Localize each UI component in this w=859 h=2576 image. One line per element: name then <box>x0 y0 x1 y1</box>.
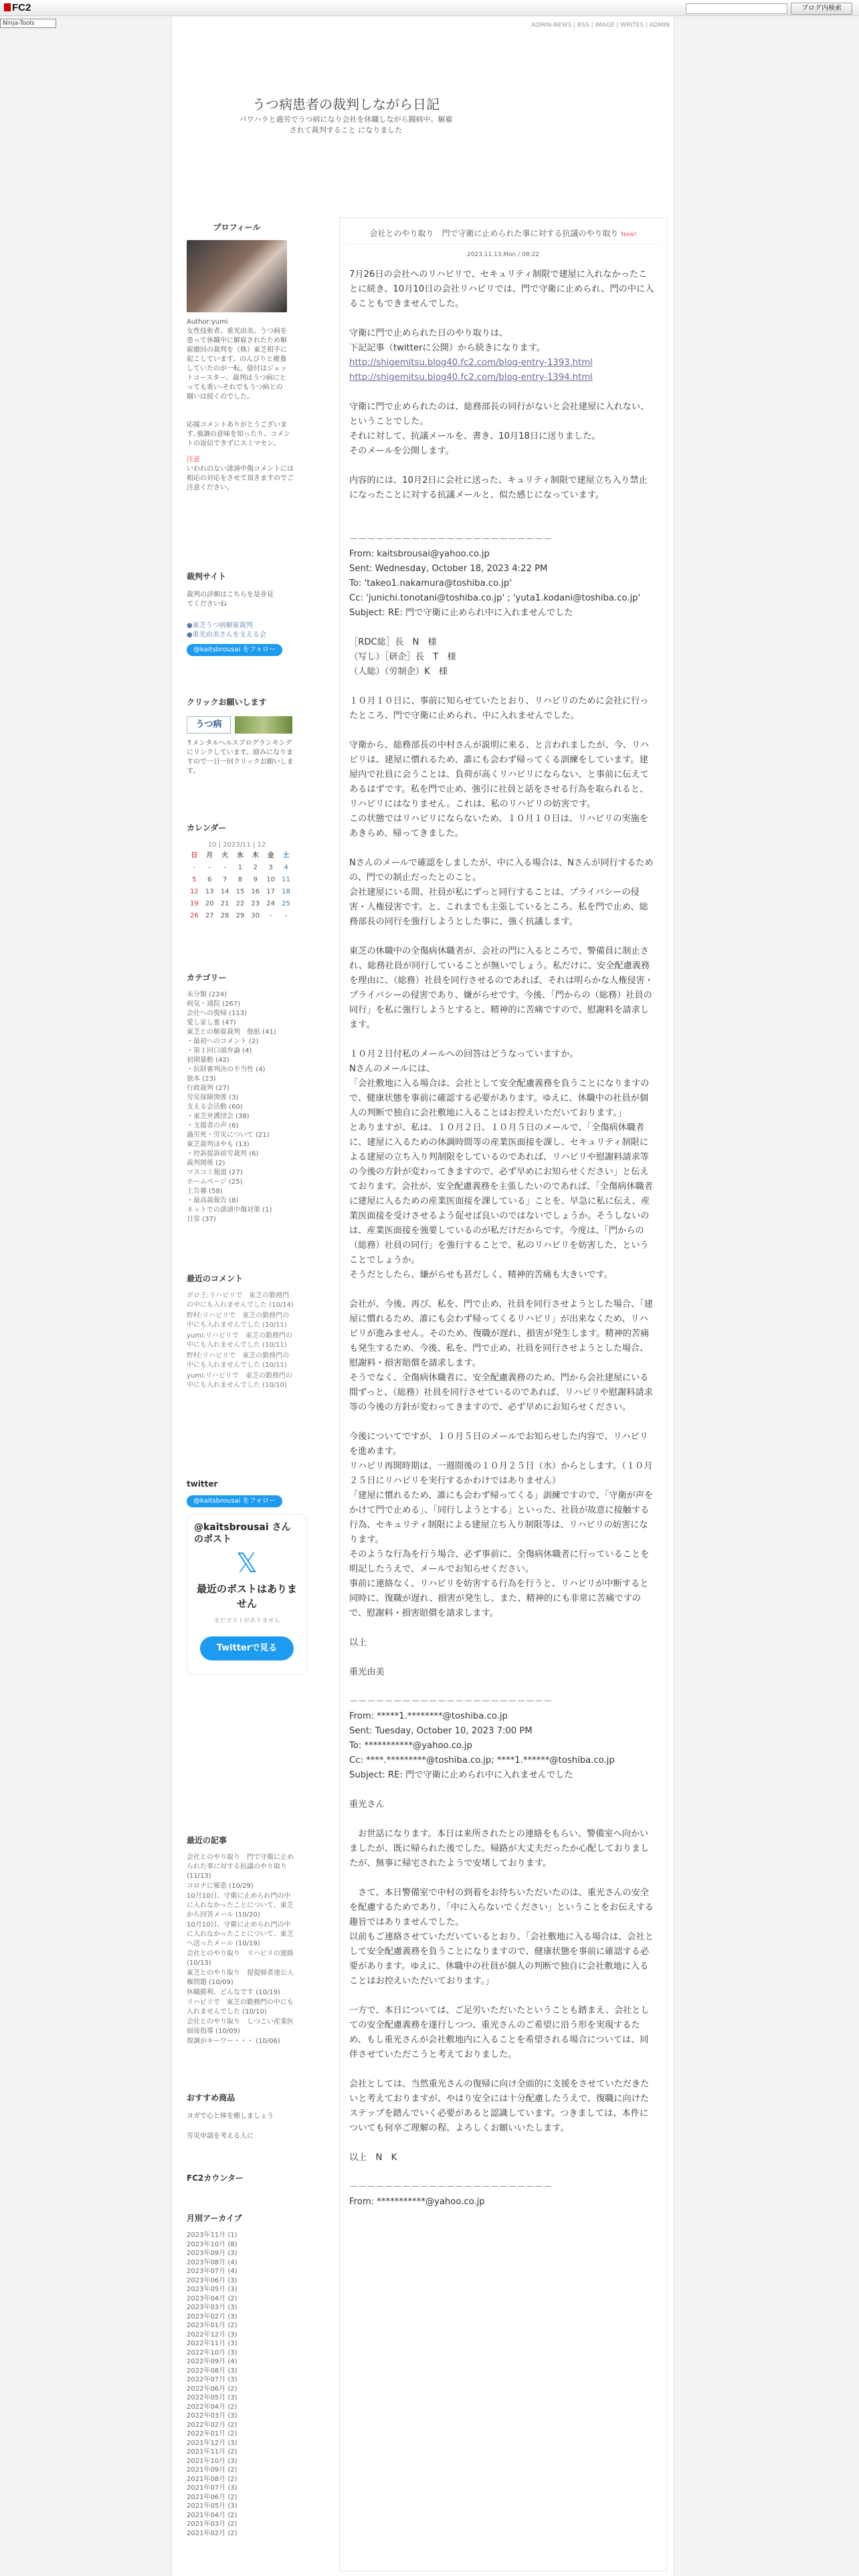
comment-item[interactable]: yumi:リハビリで 東芝の勤務門の中にも入れませんでした (10/11) <box>187 1332 292 1349</box>
archive-item[interactable]: 2022年03月 (3) <box>187 2412 237 2420</box>
calendar-date[interactable]: 5 <box>192 876 197 883</box>
category-item[interactable]: 過労死・労災について (21) <box>187 1132 270 1139</box>
email-header: From: ***********@yahoo.co.jp <box>349 2197 485 2207</box>
archive-item[interactable]: 2023年05月 (3) <box>187 2286 237 2293</box>
recent-post-item[interactable]: 10月10日、守衛に止められ門の中に入れなかったことについて、東芝へ送ったメール (10/19) <box>187 1921 294 1947</box>
paragraph: 守衛に門で止められた日のやり取りは、 下記記事（twitterに公開）から続きになります。 <box>349 328 546 353</box>
calendar-day-header: 日 <box>191 852 198 859</box>
calendar-date[interactable]: 24 <box>266 900 275 907</box>
calendar-date[interactable]: 7 <box>222 876 227 883</box>
category-item[interactable]: 未分類 (224) <box>187 991 227 998</box>
recent-post-item[interactable]: 復調がキーワー・・・ (10/06) <box>187 2038 280 2045</box>
calendar-date[interactable]: - <box>208 864 211 871</box>
category-item[interactable]: 日常 (37) <box>187 1216 216 1223</box>
paragraph: Nさんのメールで確認をしましたが、中に入る場合は、Nさんが同行するための、門での制止だったとのこと。 会社建屋にいる間、社員が私にずっと同行することは、プライバシーの侵害・人権侵害です。と、これまでも主張しているところ。私を門で止め、総務部長の同行を強行しようとした事に、強く抗議します。 <box>349 858 654 927</box>
archive-item[interactable]: 2021年12月 (3) <box>187 2439 237 2447</box>
calendar-date[interactable]: - <box>269 912 272 920</box>
paragraph: １０月２日付私のメールへの回答はどうなっていますか。 Nさんのメールには、 「会社敷地に入る場合は、会社として安全配慮義務を負うことになりますので、健康状態を事前に確認する必要があります。ゆえに、休職中の社員が個人の判断で独自に会社敷地に入ることはお控えいただいております。」 とありますが、私は、１０月２日、１０月５日のメールで、「全傷病休職者に、建屋に入るための休調時間等の産業医面接を課し、セキュリティ制限による建屋の立ち入り判制限をしているのであれば、リハビリや慰謝料請求等の今後の方針が変わってきますので、必ず早めにお知らせください」と伝えております。会社が、安全配慮義務を主張したいのであれば、「全傷病休職者に建屋に入るための産業医面接を課している」ことを、早急に私に伝え、産業医面接を受けさせるよう促せば良いのではないでしょうか。そうしないのは、産業医面接を強要しているのが私だけだからです。今度は、「門からの（総務）社員の同行」を強行することで、私のリハビリを妨害した、ということでしょうか。 そうだとしたら、嫌がらせも甚だしく、精神的苦痛も大きいです。 <box>349 1049 653 1280</box>
calendar-date[interactable]: 21 <box>220 900 229 907</box>
ninja-tools-badge[interactable]: Ninja-Tools <box>0 19 56 28</box>
archive-heading: 月別アーカイブ <box>187 2214 242 2223</box>
category-item[interactable]: 初期暴動 (42) <box>187 1057 229 1064</box>
calendar-day-header: 月 <box>206 852 213 859</box>
archive-item[interactable]: 2023年10月 (8) <box>187 2240 237 2248</box>
recent-post-item[interactable]: 東芝とのやり取り 提提締者達公人権問題 (10/09) <box>187 1969 294 1986</box>
archive-item[interactable]: 2022年06月 (2) <box>187 2385 237 2393</box>
blog-search-input[interactable] <box>686 3 787 14</box>
category-item[interactable]: ホームページ (25) <box>187 1178 243 1186</box>
calendar-date[interactable]: 18 <box>282 888 290 895</box>
recommend-item-2[interactable]: 労災申請を考える人に <box>187 2133 254 2140</box>
archive-item[interactable]: 2023年06月 (3) <box>187 2276 237 2284</box>
fc2-header-bar <box>0 0 859 16</box>
separator: －－－－－－－－－－－－－－－－－－－－－－－ <box>349 534 553 544</box>
paragraph: 以上 <box>349 1638 367 1648</box>
calendar-date[interactable]: 22 <box>235 900 245 907</box>
blog-description: パワハラと過労でうつ病になり会社を休職しながら闘病中。解雇されて裁判すること になりました <box>239 115 453 134</box>
archive-item[interactable]: 2021年07月 (3) <box>187 2484 237 2492</box>
calendar-date[interactable]: 16 <box>251 888 260 895</box>
paragraph: 東芝の休職中の全傷病休職者が、会社の門に入るところで、警備員に制止され、総務社員が同行していることが無いでしょう。私だけに、安全配慮義務を理由に、（総務）社員を同行させるのであれば、それは明らかな人権侵害・プライバシーの侵害であり、嫌がらせです。今後、「門からの（総務）社員の同行」を私に強行しようとすると、精神的に苦痛ですので、慰謝料を請求します。 <box>349 946 654 1030</box>
categories-heading: カテゴリー <box>187 973 227 982</box>
calendar-day-header: 水 <box>236 852 244 859</box>
comment-item[interactable]: 野村:リハビリで 東芝の勤務門の中にも入れませんでした (10/11) <box>187 1352 290 1369</box>
archive-item[interactable]: 2022年09月 (4) <box>187 2358 237 2365</box>
calendar-date[interactable]: 25 <box>282 900 290 907</box>
archive-item[interactable]: 2023年08月 (4) <box>187 2258 237 2266</box>
paragraph: 内容的には、10月2日に会社に送った、キュリティ制限で建屋立ち入り禁止になったことに対する抗議メールと、似た感じになっています。 <box>349 475 648 500</box>
paragraph: 以上 N K <box>349 2153 397 2163</box>
archive-item[interactable]: 2023年07月 (4) <box>187 2268 237 2275</box>
category-item[interactable]: 裁判関係 (2) <box>187 1160 225 1167</box>
calendar-date[interactable]: 4 <box>284 864 288 871</box>
twitter-card-title[interactable]: @kaitsbrousai さんのポスト <box>194 1522 291 1545</box>
twitter-card-sub: まだポストがありません <box>213 1618 280 1624</box>
warning-label: 注意 <box>187 456 200 463</box>
sidebar-profile <box>187 223 294 493</box>
saiban-text: 裁判の詳細はこちらを是非見てくださいね <box>187 591 274 608</box>
archive-item[interactable]: 2022年01月 (2) <box>187 2430 237 2438</box>
ranking-banner[interactable] <box>235 716 292 734</box>
calendar-day-header: 木 <box>252 852 259 859</box>
category-item[interactable]: ・支援者の声 (6) <box>187 1122 239 1130</box>
twitter-timeline-card <box>187 1514 307 1675</box>
twitter-heading: twitter <box>187 1479 218 1489</box>
recent-post-item[interactable]: 10月10日、守衛に止められ門の中に入れなかったことについて、東芝から回答メール (10/20) <box>187 1893 294 1919</box>
paragraph: ［RDC総］長 N 様 （写し）［研企］長 T 様 （人総）（労制企）K 様 <box>349 637 456 677</box>
archive-item[interactable]: 2021年09月 (2) <box>187 2466 237 2474</box>
category-item[interactable]: ・最高裁報告 (8) <box>187 1197 239 1204</box>
recent-post-item[interactable]: リハビリで 東芝の勤務門の中にも入れませんでした (10/10) <box>187 1999 294 2016</box>
click-heading: クリックお願いします <box>187 697 267 707</box>
paragraph: 今後についてですが、１０月５日のメールでお知らせした内容で、リハビリを進めます。 リハビリ再開時期は、一週間後の１０月２５日（水）からとします。（１０月２５日にリハビリを実行するかわけではありません） 「建屋に慣れるため、誰にも会わず帰ってくる」訓練ですので、「守衛が声をかけて門で止める」、「同行しようとする」といった、社員が故意に接触する行為、セキュリティ制限による建屋立ち入り制限等は、リハビリの妨害になります。 そのような行為を行う場合、必ず事前に、全傷病休職者に行っていることを明記したうえで、メールでお知らせください。 事前に連絡なく、リハビリを妨害する行為を行うと、リハビリが中断すると同時に、復職が遅れ、損害が発生し、また、精神的にも非常に苦痛ですので、慰謝料・損害賠償を請求します。 <box>349 1432 654 1618</box>
archive-item[interactable]: 2022年10月 (3) <box>187 2349 237 2357</box>
profile-author: Author:yumi <box>187 318 228 326</box>
category-item[interactable]: ・控訴提訴前労裁判 (6) <box>187 1150 259 1158</box>
ranking-badge[interactable]: うつ病 <box>187 716 231 734</box>
calendar-date[interactable]: 28 <box>220 912 229 920</box>
paragraph: 会社が、今後、再び、私を、門で止め、社員を同行させようとした場合、「建屋に慣れるため、誰にも会わず帰ってくるリハビリ」が出来なくため、リハビリが進みません。そのため、復職が遅れ、損害が発生します。精神的苦痛も発生するため、今後、私を、門で止め、社員を同行させようとした場合、慰謝料・損害賠償を請求します。 そうでなく、全傷病休職者に、安全配慮義務のため、門から会社建屋にいる間ずっと、（総務）社員を同行させているのであれば、リハビリや慰謝料請求等の今後の方針が変わってきますので、必ず早めにお知らせください。 <box>349 1299 653 1412</box>
fc2-logo-icon <box>4 3 11 11</box>
separator: －－－－－－－－－－－－－－－－－－－－－－－ <box>349 2182 553 2192</box>
recent-post-item[interactable]: コロナに罹患 (10/29) <box>187 1883 254 1890</box>
archive-item[interactable]: 2021年02月 (2) <box>187 2529 237 2537</box>
archive-item[interactable]: 2022年08月 (3) <box>187 2367 237 2375</box>
archive-item[interactable]: 2021年06月 (2) <box>187 2493 237 2501</box>
calendar-nav[interactable]: 10 | 2023/11 | 12 <box>207 841 266 849</box>
archive-item[interactable]: 2022年05月 (3) <box>187 2394 237 2401</box>
category-item[interactable]: ・第１回口頭弁論 (4) <box>187 1047 252 1055</box>
category-item[interactable]: 病気・通院 (267) <box>187 1000 241 1008</box>
calendar-date[interactable]: 27 <box>205 912 214 920</box>
calendar-day-header: 土 <box>282 852 290 859</box>
paragraph: 会社としては、当然重光さんの復帰に向け全面的に支援をさせていただきたいと考えておりますが、やはり安全には十分配慮したうえで、復職に向けたステップを踏んでいく必要があると認識しています。つきましては、本件についても何卒ご理解の程、よろしくお願いいたします。 <box>349 2079 650 2133</box>
x-logo-icon: 𝕏 <box>235 1548 258 1579</box>
calendar-date[interactable]: 20 <box>205 900 214 907</box>
archive-item[interactable]: 2021年05月 (3) <box>187 2502 237 2510</box>
calendar-date[interactable]: 6 <box>207 876 212 883</box>
calendar-date[interactable]: 15 <box>235 888 245 895</box>
calendar-date[interactable]: 17 <box>266 888 275 895</box>
archive-item[interactable]: 2022年02月 (2) <box>187 2421 237 2429</box>
sidebar-twitter <box>187 1479 297 1675</box>
signature: 重光由美 <box>349 1667 385 1677</box>
sidebar-click <box>187 697 294 776</box>
calendar-table <box>187 850 294 922</box>
paragraph: さて、本日警備室で中村の到着をお待ちいただいたのは、重光さんの安全を配慮するためであり、「中に入らないでください」ということをお伝えする趣旨ではありませんでした。 以前もご連絡させていただいているとおり、「会社敷地に入る場合は、会社として安全配慮義務を負うことになりますので、健康状態を事前に確認する必要があります。ゆえに、休職中の社員が個人の判断で独自に会社敷地に入ることはお控えいただいております。」 <box>349 1888 654 1986</box>
calendar-date[interactable]: 2 <box>253 864 258 871</box>
archive-item[interactable]: 2023年04月 (2) <box>187 2294 237 2302</box>
calendar-date[interactable]: 12 <box>190 888 199 895</box>
archive-item[interactable]: 2022年12月 (3) <box>187 2331 237 2339</box>
new-badge: New! <box>621 231 637 238</box>
category-item[interactable]: ・抗財審判決の不当性 (4) <box>187 1066 266 1073</box>
archive-item[interactable]: 2022年07月 (3) <box>187 2376 237 2383</box>
category-item[interactable]: 労災保険関係 (3) <box>187 1094 239 1101</box>
paragraph: 守衛から、総務部長の中村さんが説明に来る、と言われましたが、今、リハビリは、建屋に慣れるため、誰にも会わず帰ってくる訓練をしています。建屋内で社員に会うことは、負荷が高くリハビリにならない、と事前に伝えてあるはずです。私を門で止め、強引に社員と話をさせる行為を取られると、リハビリにはなりません。これは、私のリハビリの妨害です。 この状態ではリハビリにならないため、１０月１０日は、リハビリの実施をあきらめ、帰ってきました。 <box>349 740 649 839</box>
sidebar-recommend <box>187 2093 294 2141</box>
recent-post-item[interactable]: 休職勝利、どんなです (10/19) <box>187 1989 280 1996</box>
calendar-date[interactable]: - <box>223 864 226 871</box>
paragraph: 重光さん <box>349 1800 385 1810</box>
archive-item[interactable]: 2023年11月 (1) <box>187 2232 237 2239</box>
calendar-date[interactable]: 8 <box>237 876 243 883</box>
calendar-date[interactable]: 9 <box>253 876 258 883</box>
calendar-date[interactable]: 1 <box>237 864 243 871</box>
category-item[interactable]: 東芝との解雇裁判 他紙 (41) <box>187 1029 276 1036</box>
category-item[interactable]: マスコミ報道 (27) <box>187 1169 243 1176</box>
paragraph: 一方で、本日については、ご足労いただいたということも踏まえ、会社としての安全配慮義務を遂行しつつ、重光さんのご希望に沿う形を実現するため、もし重光さんが会社敷地内に入ることを希望される場合については、同伴させていただこうと考えておりました。 <box>349 2006 650 2060</box>
calendar-date[interactable]: - <box>284 912 288 920</box>
comment-item[interactable]: yumi:リハビリで 東芝の勤務門の中にも入れませんでした (10/10) <box>187 1372 292 1389</box>
archive-item[interactable]: 2022年11月 (3) <box>187 2340 237 2347</box>
saiban-link-2[interactable]: ●重光由美さんを支える会 <box>187 631 266 639</box>
calendar-day-header: 金 <box>267 852 274 859</box>
archive-item[interactable]: 2022年04月 (2) <box>187 2403 237 2411</box>
recent-post-item[interactable]: 会社とのやり取り しつこい産業医面接指導 (10/09) <box>187 2018 294 2035</box>
category-item[interactable]: ・東芝弁護団会 (38) <box>187 1113 250 1120</box>
calendar-date[interactable]: 29 <box>235 912 245 920</box>
profile-bio: 女性技術者。重光由美。うつ病を患って休職中に解雇されたため解雇撤回の裁判を（株）東芝相手に起こしています。のんびりと療養していたのが一転、億付はジェットコースター。裁判はうつ病にとっても重い-それでもうつ病との闘いは続くのでした。 <box>187 328 287 401</box>
email-header: From: kaitsbrousai@yahoo.co.jp Sent: Wednesday, October 18, 2023 4:22 PM To: 'takeo1.nakamura@toshiba.co.jp' Cc: 'junichi.tonotani@toshiba.co.jp' ; 'yuta1.kodani@toshiba.co.jp' Subject: RE: 門で守衛に止められ中に入れませんでした <box>349 549 641 618</box>
calendar-date[interactable]: 13 <box>205 888 214 895</box>
archive-item[interactable]: 2021年11月 (2) <box>187 2448 237 2456</box>
click-text: ↑メンタルヘルスブログランキングにリンクしています。励みになりますので一日一回クリックお願いします。 <box>187 740 294 775</box>
blog-search-button[interactable]: ブログ内検索 <box>791 3 852 15</box>
calendar-date[interactable]: 14 <box>220 888 229 895</box>
sidebar-counter <box>187 2173 294 2183</box>
email-header: From: *****1.********@toshiba.co.jp Sent: Tuesday, October 10, 2023 7:00 PM To: ***********@yahoo.co.jp Cc: ****.*********@toshiba.co.jp; ****1.******@toshiba.co.jp Subject: RE: 門で守衛に止められ中に入れませんでした <box>349 1711 615 1780</box>
recent-post-item[interactable]: 会社とのやり取り リハビリの連絡 (10/13) <box>187 1950 294 1967</box>
category-item[interactable]: 支える会活動 (60) <box>187 1103 243 1111</box>
fc2-logo[interactable]: FC2 <box>4 2 31 13</box>
archive-item[interactable]: 2023年02月 (3) <box>187 2313 237 2321</box>
archive-item[interactable]: 2023年09月 (3) <box>187 2250 237 2257</box>
calendar-date[interactable]: 11 <box>282 876 290 883</box>
twitter-follow-button[interactable]: @kaitsbrousai をフォロー <box>187 644 282 656</box>
recent-post-item[interactable]: 会社とのやり取り 門で守衛に止められた事に対する抗議のやり取り (11/13) <box>187 1854 294 1880</box>
saiban-heading: 裁判サイト <box>187 572 227 581</box>
blog-wrapper <box>171 17 674 2576</box>
calendar-date[interactable]: 23 <box>251 900 260 907</box>
profile-heading: プロフィール <box>213 223 261 232</box>
sidebar-saiban <box>187 572 294 656</box>
separator: －－－－－－－－－－－－－－－－－－－－－－－ <box>349 1697 553 1707</box>
archive-item[interactable]: 2021年03月 (2) <box>187 2520 237 2528</box>
category-item[interactable]: 愛し家し蜜 (47) <box>187 1019 236 1027</box>
article-body <box>340 258 666 2210</box>
category-item[interactable]: 旅本 (23) <box>187 1075 216 1083</box>
archive-item[interactable]: 2021年10月 (3) <box>187 2457 237 2465</box>
twitter-follow-button-2[interactable]: @kaitsbrousai をフォロー <box>187 1495 282 1507</box>
sidebar-categories <box>187 973 294 1224</box>
archive-item[interactable]: 2023年03月 (3) <box>187 2304 237 2311</box>
category-item[interactable]: ネットでの誹謗中傷対策 (1) <box>187 1206 272 1214</box>
sidebar-calendar <box>187 823 294 922</box>
category-item[interactable]: 会社への復帰 (113) <box>187 1010 248 1017</box>
calendar-date[interactable]: 3 <box>268 864 273 871</box>
calendar-date[interactable]: 19 <box>190 900 199 907</box>
category-item[interactable]: 行政裁判 (27) <box>187 1085 229 1092</box>
sidebar-recent-posts <box>187 1836 294 2047</box>
article-title[interactable]: 会社とのやり取り 門で守衛に止められた事に対する抗議のやり取り <box>369 229 619 238</box>
paragraph: １０月１０日に、事前に知らせていたとおり、リハビリのために会社に行ったところ、門で守衛に止められ、中に入れませんでした。 <box>349 696 649 721</box>
recommend-heading: おすすめ商品 <box>187 2093 235 2103</box>
recommend-item-1[interactable]: ヨガで心と体を癒しましょう <box>187 2113 274 2120</box>
paragraph: 7月26日の会社へのリハビリで、セキュリティ制限で建屋に入れなかったことに続き、10月10日の会社リハビリでは、門で守衛に止められ、門の中に入ることもできませんでした。 <box>349 270 654 309</box>
blog-title[interactable]: うつ病患者の裁判しながら日記 <box>252 96 440 112</box>
blog-article <box>339 217 667 2571</box>
category-item[interactable]: ・最初へのコメント (2) <box>187 1038 259 1045</box>
recent-comments-heading: 最近のコメント <box>187 1274 244 1283</box>
category-item[interactable]: 東芝裁判ほやも (13) <box>187 1141 250 1148</box>
calendar-heading: カレンダー <box>187 823 227 833</box>
calendar-date[interactable]: 30 <box>251 912 260 920</box>
archive-item[interactable]: 2021年04月 (2) <box>187 2511 237 2519</box>
sidebar-archive <box>187 2214 294 2538</box>
calendar-date[interactable]: 10 <box>266 876 275 883</box>
article-header <box>347 227 660 245</box>
profile-photo <box>187 240 287 312</box>
blog-entry-link-1[interactable]: http://shigemitsu.blog40.fc2.com/blog-entry-1393.html <box>349 358 593 368</box>
calendar-day-header: 火 <box>221 852 229 859</box>
paragraph: 守衛に門で止められたのは、総務部長の同行がないと会社建屋に入れない、ということでした。 それに対して、抗議メールを、書き、10月18日に送りました。 そのメールを公開します。 <box>349 402 650 456</box>
calendar-date[interactable]: - <box>193 864 196 871</box>
article-date: 2023.11.13.Mon / 08:22 <box>466 251 540 258</box>
counter-heading: FC2カウンター <box>187 2173 244 2183</box>
comment-item[interactable]: 野村:リハビリで 東芝の勤務門の中にも入れませんでした (10/11) <box>187 1312 290 1329</box>
saiban-link-1[interactable]: ●東芝うつ病解雇裁判 <box>187 622 253 629</box>
twitter-view-button[interactable]: Twitterで見る <box>200 1636 294 1660</box>
twitter-card-empty: 最近のポストはありません <box>196 1583 297 1610</box>
archive-item[interactable]: 2023年01月 (2) <box>187 2322 237 2329</box>
paragraph: お世話になります。本日は来所されたとの連絡をもらい、警備室へ向かいましたが、既に帰られた後でした。帰路が大丈夫だったか心配しておりましたが、無事に帰宅されたようで安堵しております。 <box>349 1829 650 1868</box>
comment-item[interactable]: ボロ王:リハビリで 東芝の勤務門の中にも入れませんでした (10/14) <box>187 1292 294 1309</box>
category-item[interactable]: 上告審 (58) <box>187 1188 223 1195</box>
calendar-date[interactable]: 26 <box>190 912 199 920</box>
recent-posts-heading: 最近の記事 <box>187 1836 227 1845</box>
warning-text: いわれのない誹謗中傷コメントには相応の対応をさせて頂きますのでご注意ください。 <box>187 465 294 492</box>
profile-note: 応援コメントありがとうございます｡強調の意味を知ったり、コメントの返信できずにスミマセン。 <box>187 421 290 447</box>
header-links[interactable]: ADMIN-NEWS | RSS | IMAGE | WRITES | ADMIN <box>531 22 670 29</box>
sidebar-recent-comments <box>187 1274 294 1392</box>
blog-entry-link-2[interactable]: http://shigemitsu.blog40.fc2.com/blog-entry-1394.html <box>349 372 593 383</box>
archive-item[interactable]: 2021年08月 (2) <box>187 2475 237 2483</box>
